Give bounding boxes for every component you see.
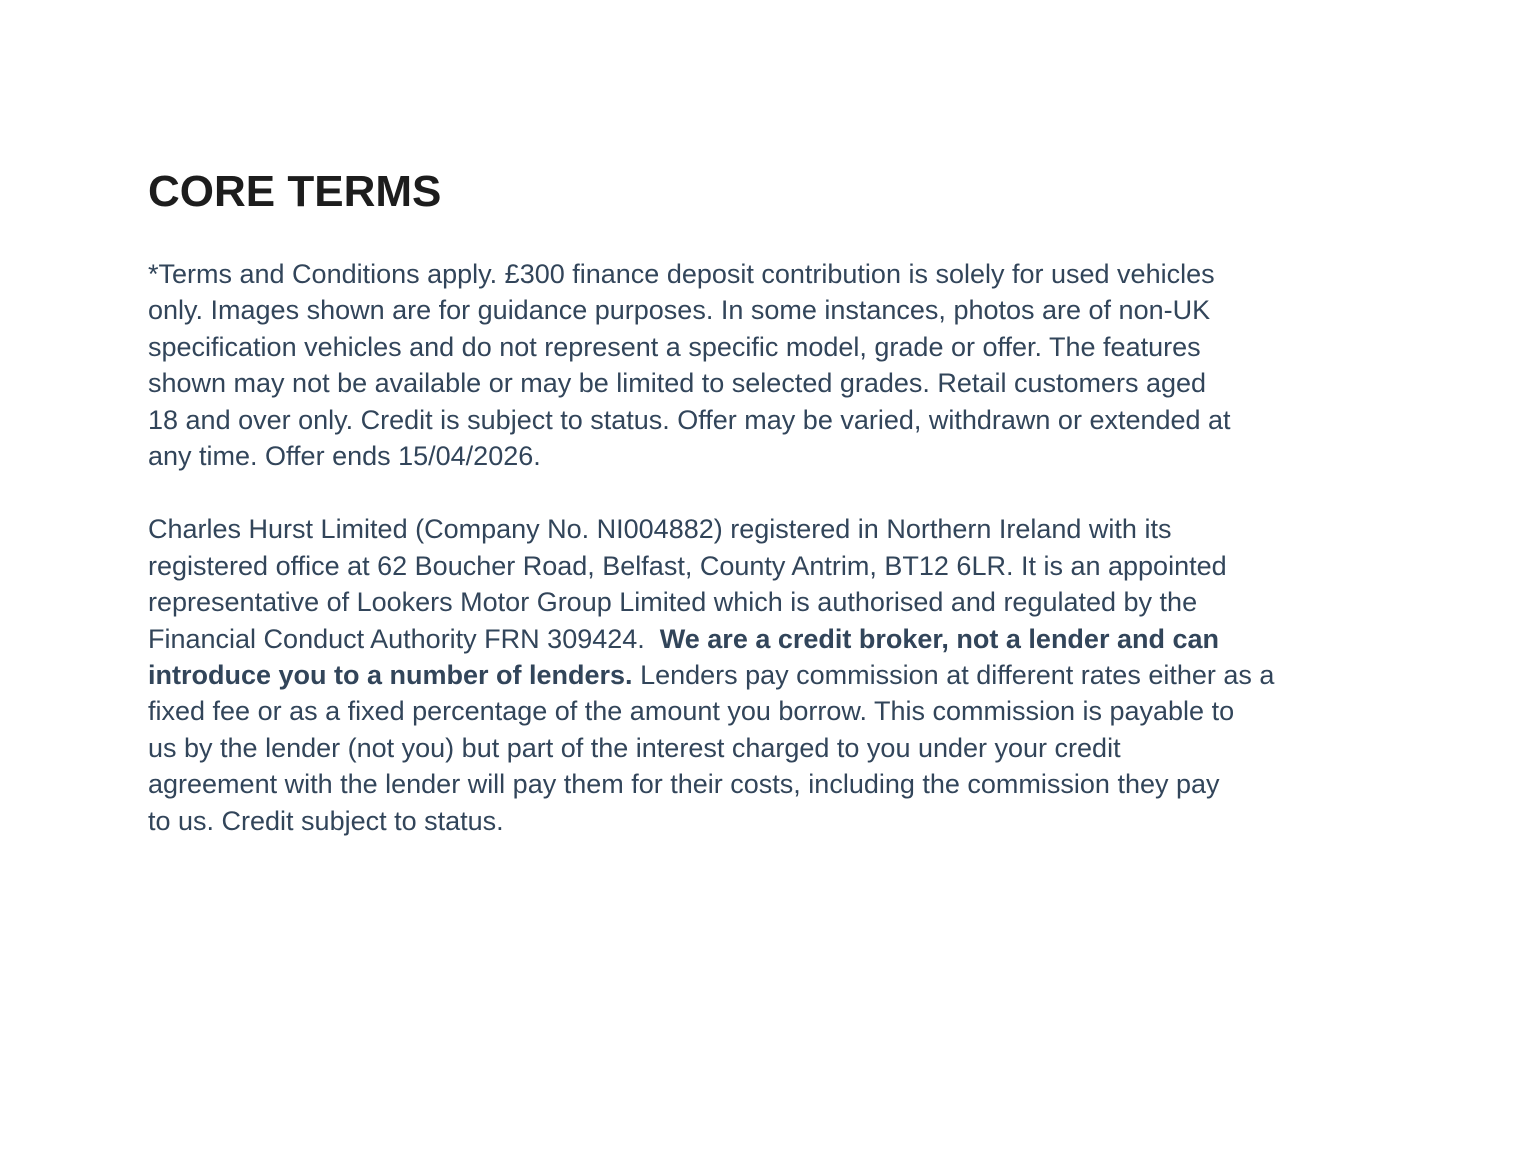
text-line	[148, 766, 1408, 802]
text-run: only. Images shown are for guidance purposes. In some instances, photos are of non-UK	[148, 295, 1211, 326]
paragraphs-container	[148, 256, 1408, 839]
text-run: representative of Lookers Motor Group Limited which is authorised and regulated by the	[148, 587, 1198, 618]
text-line	[148, 329, 1408, 365]
text-line	[148, 730, 1408, 766]
text-run: Financial Conduct Authority FRN 309424.	[148, 623, 660, 654]
text-run: *Terms and Conditions apply. £300 finance deposit contribution is solely for used vehicles	[148, 259, 1215, 289]
page-title: CORE TERMS	[148, 167, 442, 216]
text-line	[148, 292, 1408, 328]
text-run: registered office at 62 Boucher Road, Belfast, County Antrim, BT12 6LR. It is an appointed	[148, 550, 1227, 581]
company-legal-paragraph	[148, 511, 1408, 839]
text-line	[148, 438, 1408, 474]
terms-content	[148, 168, 1408, 876]
text-line	[148, 693, 1408, 729]
text-line	[148, 803, 1408, 839]
text-line	[148, 365, 1408, 401]
text-run: Charles Hurst Limited (Company No. NI004882) registered in Northern Ireland with its	[148, 514, 1172, 545]
text-run: Lenders pay commission at different rates either as a	[632, 660, 1275, 691]
text-run: agreement with the lender will pay them for their costs, including the commission they pay	[148, 769, 1220, 800]
text-run: to us. Credit subject to status.	[148, 805, 504, 836]
text-run: shown may not be available or may be limited to selected grades. Retail customers aged	[148, 368, 1207, 399]
text-run: any time. Offer ends 15/04/2026.	[148, 441, 541, 472]
text-line	[148, 256, 1408, 292]
text-run: us by the lender (not you) but part of the interest charged to you under your credit	[148, 732, 1121, 763]
bold-text-run: We are a credit broker, not a lender and can	[659, 623, 1219, 654]
text-line	[148, 621, 1408, 657]
text-run: 18 and over only. Credit is subject to status. Offer may be varied, withdrawn or extended at	[148, 404, 1231, 435]
text-run: fixed fee or as a fixed percentage of the amount you borrow. This commission is payable to	[148, 696, 1235, 727]
text-line	[148, 402, 1408, 438]
terms-conditions-paragraph	[148, 256, 1408, 474]
bold-text-run: introduce you to a number of lenders.	[148, 660, 633, 691]
text-line	[148, 584, 1408, 620]
text-run: specification vehicles and do not represent a specific model, grade or offer. The features	[148, 331, 1201, 362]
text-line	[148, 548, 1408, 584]
text-line	[148, 511, 1408, 547]
text-line	[148, 657, 1408, 693]
